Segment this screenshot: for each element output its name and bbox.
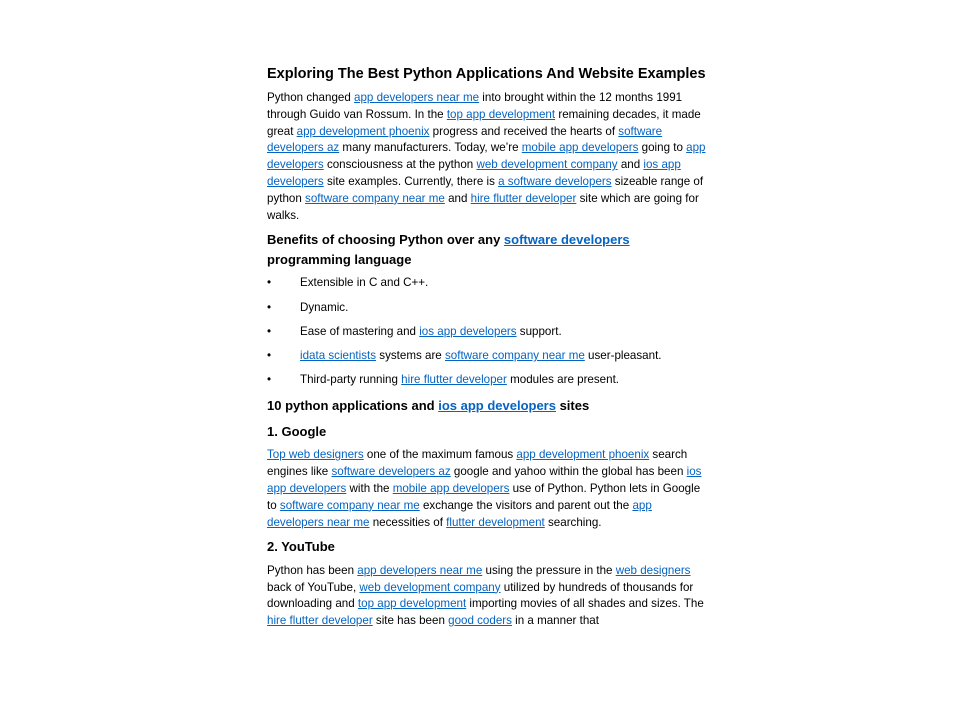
text-run: and: [444, 191, 471, 205]
text-run: modules are present.: [506, 373, 620, 387]
bullet-marker: •: [267, 373, 272, 387]
text-run: with the: [346, 481, 393, 495]
hyperlink[interactable]: software developers az: [267, 124, 663, 155]
text-run: programming language: [267, 251, 412, 267]
hyperlink[interactable]: app developers near me: [357, 563, 483, 577]
text-run: progress and received the hearts of: [429, 124, 619, 138]
list-item: [267, 372, 707, 389]
hyperlink[interactable]: top app development: [446, 107, 556, 121]
text-run: importing movies of all shades and sizes. The: [466, 597, 704, 611]
text-run: site which are going for walks.: [267, 191, 699, 222]
hyperlink[interactable]: idata scientists: [300, 348, 377, 362]
hyperlink[interactable]: software company near me: [305, 191, 445, 205]
text-run: into brought within the 12 months 1991 through Guido van Rossum. In the: [267, 91, 683, 121]
hyperlink[interactable]: software company near me: [444, 348, 585, 362]
hyperlink[interactable]: software company near me: [279, 498, 420, 512]
text-run: Ease of mastering and: [300, 324, 420, 338]
list-item: [267, 324, 707, 341]
text-run: one of the maximum famous: [363, 448, 517, 462]
text-run: Third-party running: [300, 373, 402, 387]
text-run: necessities of: [369, 515, 447, 529]
applications-heading: [267, 396, 707, 416]
hyperlink[interactable]: web designers: [615, 563, 691, 577]
google-heading: [267, 422, 707, 442]
hyperlink[interactable]: Top web designers: [267, 448, 364, 462]
hyperlink[interactable]: app developers: [267, 141, 706, 172]
text-run: consciousness at the python: [323, 158, 477, 172]
hyperlink[interactable]: mobile app developers: [521, 141, 639, 155]
text-run: search engines like: [267, 448, 688, 479]
hyperlink[interactable]: a software developers: [498, 174, 612, 188]
document-content: [267, 90, 707, 630]
text-run: site has been: [372, 614, 449, 628]
text-run: exchange the visitors and parent out the: [419, 498, 633, 512]
hyperlink[interactable]: software developers az: [331, 465, 451, 479]
text-run: use of Python. Python lets in Google to: [267, 481, 701, 512]
hyperlink[interactable]: ios app developers: [419, 324, 517, 338]
text-run: searching.: [544, 515, 602, 529]
hyperlink[interactable]: mobile app developers: [392, 481, 510, 495]
text-run: Extensible in C and C++.: [300, 276, 429, 290]
google-paragraph: [267, 447, 707, 531]
text-run: systems are: [376, 348, 445, 362]
hyperlink[interactable]: web development company: [359, 580, 501, 594]
hyperlink[interactable]: hire flutter developer: [470, 191, 577, 205]
text-run: in a manner that: [511, 614, 599, 628]
benefits-heading: [267, 230, 707, 269]
text-run: Dynamic.: [300, 300, 349, 314]
text-run: remaining decades, it made great: [267, 107, 701, 138]
hyperlink[interactable]: hire flutter developer: [401, 373, 507, 387]
hyperlink[interactable]: hire flutter developer: [267, 614, 373, 628]
text-run: and: [617, 158, 644, 172]
list-item: [267, 300, 707, 317]
text-run: utilized by hundreds of thousands for downloading and: [267, 580, 694, 611]
text-run: google and yahoo within the global has been: [450, 465, 687, 479]
hyperlink[interactable]: app development phoenix: [296, 124, 430, 138]
list-item: [267, 275, 707, 292]
hyperlink[interactable]: ios app developers: [267, 158, 681, 188]
hyperlink[interactable]: app developers near me: [267, 498, 652, 529]
hyperlink[interactable]: top app development: [357, 597, 467, 611]
hyperlink[interactable]: good coders: [448, 614, 512, 628]
hyperlink[interactable]: ios app developers: [438, 398, 556, 414]
text-run: sizeable range of python: [267, 174, 704, 205]
bullet-marker: •: [267, 324, 272, 338]
hyperlink[interactable]: ios app developers: [267, 465, 702, 495]
benefits-list: [267, 275, 707, 389]
text-run: Benefits of choosing Python over any: [267, 232, 504, 248]
text-run: 2. YouTube: [267, 539, 335, 555]
youtube-paragraph: [267, 563, 707, 630]
text-run: 1. Google: [267, 423, 327, 439]
bullet-marker: •: [267, 300, 272, 314]
text-run: using the pressure in the: [482, 563, 616, 577]
hyperlink[interactable]: flutter development: [446, 515, 545, 529]
text-run: 10 python applications and: [267, 398, 439, 414]
text-run: sites: [555, 398, 590, 414]
text-run: back of YouTube,: [267, 580, 360, 594]
text-run: going to: [638, 141, 687, 155]
text-run: Python has been: [267, 563, 358, 577]
bullet-marker: •: [267, 276, 272, 290]
text-run: Python changed: [267, 91, 355, 104]
text-run: support.: [516, 324, 562, 338]
document-page: [267, 64, 707, 636]
hyperlink[interactable]: app development phoenix: [516, 448, 650, 462]
bullet-marker: •: [267, 348, 272, 362]
list-item: [267, 348, 707, 365]
hyperlink[interactable]: web development company: [476, 158, 618, 172]
text-run: site examples. Currently, there is: [323, 174, 499, 188]
text-run: user-pleasant.: [584, 348, 662, 362]
intro-paragraph: [267, 90, 707, 224]
hyperlink[interactable]: app developers near me: [354, 91, 480, 104]
youtube-heading: [267, 537, 707, 557]
text-run: many manufacturers. Today, we’re: [339, 141, 522, 155]
hyperlink[interactable]: software developers: [503, 232, 630, 248]
document-title: Exploring The Best Python Applications And Website Examples: [267, 66, 706, 82]
